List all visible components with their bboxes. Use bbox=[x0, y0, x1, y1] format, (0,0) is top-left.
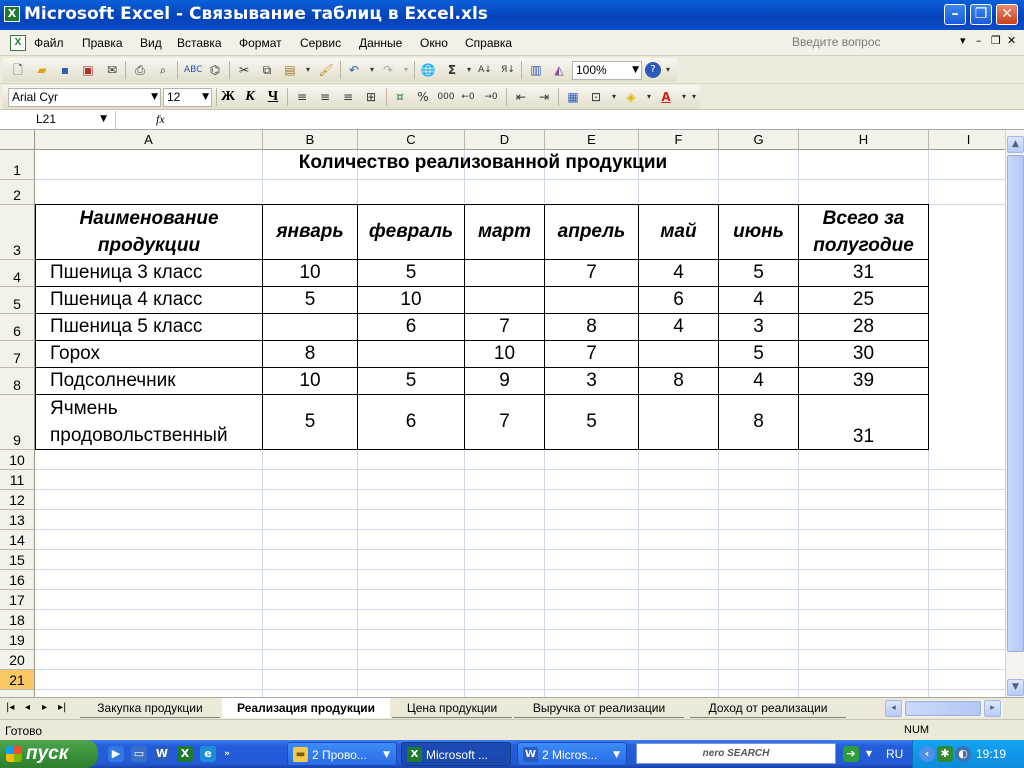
total-cell[interactable]: 28 bbox=[852, 316, 875, 337]
taskbar-excel-button[interactable] bbox=[401, 742, 511, 766]
value-cell[interactable]: 10 bbox=[299, 370, 321, 391]
value-cell[interactable]: 10 bbox=[400, 289, 422, 310]
sheet-tab-active[interactable]: Реализация продукции bbox=[222, 698, 390, 718]
header-total-line2: полугодие bbox=[813, 235, 914, 256]
value-cell[interactable]: 7 bbox=[499, 411, 510, 432]
value-cell[interactable]: 5 bbox=[753, 343, 764, 364]
taskbar-word-button[interactable] bbox=[517, 742, 627, 766]
total-cell[interactable]: 31 bbox=[852, 426, 875, 447]
row-header[interactable]: 19 bbox=[0, 630, 35, 650]
value-cell[interactable] bbox=[545, 287, 638, 313]
toolbar-separator bbox=[177, 61, 178, 79]
sheet-tab[interactable]: Доход от реализации bbox=[690, 698, 846, 718]
value-cell[interactable]: 4 bbox=[673, 262, 684, 283]
header-month: июнь bbox=[733, 221, 784, 242]
value-cell[interactable]: 5 bbox=[753, 262, 764, 283]
row-header[interactable]: 9 bbox=[0, 395, 35, 450]
chart-wizard-icon[interactable]: ▥ bbox=[530, 63, 542, 77]
toolbar-options-icon[interactable]: ▾ bbox=[665, 65, 670, 74]
redo-icon[interactable]: ↷ bbox=[382, 63, 394, 77]
value-cell[interactable]: 6 bbox=[405, 411, 417, 432]
redo-dropdown-icon[interactable]: ▾ bbox=[403, 65, 408, 74]
toolbar-separator bbox=[287, 88, 288, 106]
product-name-cell[interactable] bbox=[36, 395, 262, 449]
autosum-icon[interactable]: Σ bbox=[447, 63, 457, 77]
restore-button[interactable]: ❐ bbox=[970, 4, 992, 25]
media-player-icon[interactable]: ▶ bbox=[108, 746, 124, 762]
menu-data[interactable]: Данные bbox=[359, 36, 403, 50]
fill-color-icon[interactable]: ◈ bbox=[626, 90, 636, 104]
product-name-cell[interactable]: Пшеница 5 класс bbox=[50, 316, 203, 337]
ask-dropdown-icon[interactable]: ▾ bbox=[960, 34, 966, 47]
doc-close-icon[interactable]: ✕ bbox=[1007, 34, 1017, 47]
cut-icon[interactable]: ✂ bbox=[238, 63, 250, 77]
row-header[interactable]: 17 bbox=[0, 590, 35, 610]
spelling-icon[interactable]: ABC bbox=[184, 65, 203, 75]
fill-color-dropdown-icon[interactable]: ▾ bbox=[646, 92, 651, 101]
doc-restore-icon[interactable]: ❐ bbox=[991, 34, 1001, 47]
value-cell[interactable]: 5 bbox=[304, 289, 316, 310]
network-icon[interactable]: ✱ bbox=[937, 746, 953, 762]
gridline bbox=[35, 649, 1005, 650]
task-label: 2 Micros... bbox=[542, 748, 598, 762]
sheet-tab[interactable]: Цена продукции bbox=[392, 698, 512, 718]
toolbar-separator bbox=[229, 61, 230, 79]
value-cell[interactable] bbox=[639, 341, 718, 367]
row-header[interactable]: 8 bbox=[0, 368, 35, 395]
header-product-name bbox=[36, 205, 262, 259]
value-cell[interactable]: 6 bbox=[405, 316, 417, 337]
row-header-selected[interactable]: 21 bbox=[0, 670, 35, 690]
new-icon[interactable]: 🗋 bbox=[13, 63, 23, 77]
nero-search-box[interactable]: nero SEARCH bbox=[636, 743, 836, 764]
toolbar-separator bbox=[216, 88, 217, 106]
toolbar-separator bbox=[386, 88, 387, 106]
increase-decimal-icon[interactable]: ←0 bbox=[461, 92, 475, 102]
value-cell[interactable] bbox=[263, 314, 357, 340]
header-month: январь bbox=[276, 221, 344, 242]
value-cell[interactable]: 7 bbox=[586, 262, 597, 283]
value-cell[interactable]: 8 bbox=[673, 370, 684, 391]
column-header-a[interactable]: A bbox=[35, 130, 263, 150]
row-header[interactable]: 20 bbox=[0, 650, 35, 670]
vertical-scrollbar[interactable] bbox=[1005, 130, 1024, 697]
value-cell[interactable] bbox=[358, 341, 464, 367]
window-title: Microsoft Excel - Связывание таблиц в Excel.xls bbox=[24, 4, 488, 24]
print-preview-icon[interactable]: ⌕ bbox=[159, 63, 167, 77]
value-cell[interactable]: 5 bbox=[405, 262, 417, 283]
word-icon: W bbox=[524, 749, 537, 760]
row-header[interactable]: 15 bbox=[0, 550, 35, 570]
toolbar-options-icon[interactable]: ▾ bbox=[691, 92, 696, 101]
product-name-line2: продовольственный bbox=[50, 425, 228, 446]
gridline bbox=[35, 569, 1005, 570]
font-color-dropdown-icon[interactable]: ▾ bbox=[681, 92, 686, 101]
product-name-cell[interactable]: Подсолнечник bbox=[50, 370, 176, 391]
menu-view[interactable]: Вид bbox=[140, 36, 162, 50]
column-header-e[interactable]: E bbox=[545, 130, 639, 150]
value-cell[interactable]: 3 bbox=[586, 370, 597, 391]
header-total-line1: Всего за bbox=[822, 208, 905, 229]
align-right-icon[interactable]: ≡ bbox=[342, 90, 354, 104]
toolbar-separator bbox=[340, 61, 341, 79]
excel-icon[interactable]: X bbox=[4, 6, 20, 22]
value-cell[interactable]: 4 bbox=[753, 289, 764, 310]
row-header[interactable]: 3 bbox=[0, 205, 35, 260]
row-header[interactable]: 16 bbox=[0, 570, 35, 590]
task-label: Microsoft ... bbox=[426, 748, 489, 762]
horizontal-scroll-thumb[interactable] bbox=[905, 701, 981, 716]
taskbar bbox=[0, 740, 1024, 768]
formatting-toolbar bbox=[0, 84, 1024, 110]
row-header[interactable]: 2 bbox=[0, 180, 35, 205]
doc-minimize-icon[interactable]: – bbox=[976, 34, 982, 47]
menu-bar bbox=[0, 30, 1024, 56]
row-header[interactable]: 7 bbox=[0, 341, 35, 368]
gridline bbox=[35, 669, 1005, 670]
header-product-line2: продукции bbox=[97, 235, 201, 256]
header-month: май bbox=[660, 221, 697, 242]
column-header-d[interactable]: D bbox=[465, 130, 545, 150]
value-cell[interactable]: 8 bbox=[304, 343, 316, 364]
row-header[interactable]: 12 bbox=[0, 490, 35, 510]
value-cell[interactable] bbox=[465, 287, 544, 313]
font-name-select[interactable] bbox=[8, 88, 161, 107]
increase-indent-icon[interactable]: ⇥ bbox=[538, 90, 550, 104]
sheet-tab-bar bbox=[0, 697, 1024, 719]
row-header[interactable]: 6 bbox=[0, 314, 35, 341]
percent-button[interactable]: % bbox=[417, 90, 429, 104]
value-cell[interactable]: 5 bbox=[304, 411, 316, 432]
select-all-corner[interactable] bbox=[0, 130, 35, 150]
align-center-icon[interactable]: ≡ bbox=[319, 90, 331, 104]
zoom-value: 100% bbox=[576, 63, 607, 77]
gridline bbox=[35, 689, 1005, 690]
insert-function-icon[interactable]: fx bbox=[156, 112, 165, 126]
row-header[interactable]: 18 bbox=[0, 610, 35, 630]
clock: 19:19 bbox=[976, 747, 1007, 761]
start-label: пуск bbox=[26, 743, 69, 764]
chevron-down-icon[interactable]: ▼ bbox=[202, 92, 209, 102]
chevron-down-icon: ▼ bbox=[613, 750, 620, 760]
value-cell[interactable]: 4 bbox=[753, 370, 764, 391]
help-icon[interactable]: ? bbox=[645, 62, 661, 78]
gridline bbox=[35, 549, 1005, 550]
font-color-icon[interactable]: A bbox=[661, 90, 671, 104]
product-name-cell[interactable]: Горох bbox=[50, 343, 101, 364]
status-bar bbox=[0, 719, 1024, 740]
excel-icon: X bbox=[407, 747, 422, 762]
gridline bbox=[35, 179, 1005, 180]
merge-center-icon[interactable]: ⊞ bbox=[365, 90, 377, 104]
value-cell[interactable]: 8 bbox=[586, 316, 597, 337]
scroll-left-icon[interactable]: ◂ bbox=[885, 700, 902, 717]
menu-insert[interactable]: Вставка bbox=[177, 36, 222, 50]
autosum-dropdown-icon[interactable]: ▾ bbox=[466, 65, 471, 74]
email-icon[interactable]: ✉ bbox=[106, 63, 118, 77]
research-icon[interactable]: ⌬ bbox=[209, 63, 221, 77]
header-total bbox=[799, 205, 928, 259]
value-cell[interactable] bbox=[639, 395, 718, 449]
value-cell[interactable]: 10 bbox=[493, 343, 516, 364]
decrease-decimal-icon[interactable]: →0 bbox=[484, 92, 498, 102]
value-cell[interactable]: 10 bbox=[299, 262, 321, 283]
prev-sheet-icon[interactable]: ◂ bbox=[25, 702, 31, 713]
vertical-scroll-thumb[interactable] bbox=[1007, 155, 1024, 652]
thousands-button[interactable]: 000 bbox=[437, 92, 455, 102]
zoom-select[interactable] bbox=[572, 61, 642, 80]
permission-icon[interactable]: ▣ bbox=[82, 63, 94, 77]
next-sheet-icon[interactable]: ▸ bbox=[42, 702, 48, 713]
header-month: апрель bbox=[557, 221, 626, 242]
toolbar-separator bbox=[414, 61, 415, 79]
status-text: Готово bbox=[5, 724, 43, 738]
task-label: 2 Прово... bbox=[312, 748, 367, 762]
close-button[interactable]: ✕ bbox=[996, 4, 1018, 25]
scroll-up-icon[interactable]: ▲ bbox=[1007, 136, 1024, 153]
system-tray bbox=[912, 740, 1024, 768]
menu-file[interactable]: Файл bbox=[34, 36, 64, 50]
product-name-cell[interactable]: Пшеница 3 класс bbox=[50, 262, 203, 283]
value-cell[interactable] bbox=[465, 260, 544, 286]
value-cell[interactable]: 6 bbox=[673, 289, 684, 310]
copy-icon[interactable]: ⧉ bbox=[262, 63, 272, 77]
horizontal-scrollbar[interactable] bbox=[885, 700, 1003, 717]
sheet-tab[interactable]: Выручка от реализации bbox=[514, 698, 684, 718]
chevron-down-icon[interactable]: ▼ bbox=[865, 749, 873, 758]
undo-dropdown-icon[interactable]: ▾ bbox=[369, 65, 374, 74]
chevron-down-icon: ▼ bbox=[383, 750, 390, 760]
workbook-icon[interactable]: X bbox=[10, 35, 26, 51]
underline-button[interactable]: Ч bbox=[267, 89, 279, 104]
format-painter-icon[interactable]: 🖌 bbox=[318, 63, 334, 77]
ask-question-input[interactable]: Введите вопрос bbox=[792, 35, 881, 49]
total-cell[interactable]: 31 bbox=[852, 262, 875, 283]
bold-button[interactable]: Ж bbox=[221, 89, 235, 104]
scroll-down-icon[interactable]: ▼ bbox=[1007, 679, 1024, 696]
header-product-line1: Наименование bbox=[79, 208, 219, 229]
toolbar-separator bbox=[558, 88, 559, 106]
last-sheet-icon[interactable]: ▸| bbox=[58, 702, 67, 713]
quick-launch-more-icon[interactable]: » bbox=[224, 749, 230, 759]
header-month: февраль bbox=[368, 221, 454, 242]
align-left-icon[interactable]: ≡ bbox=[296, 90, 308, 104]
menu-tools[interactable]: Сервис bbox=[300, 36, 342, 50]
menu-edit[interactable]: Правка bbox=[82, 36, 123, 50]
excel-icon[interactable]: X bbox=[177, 746, 193, 762]
toolbar-separator bbox=[506, 88, 507, 106]
row-header[interactable]: 11 bbox=[0, 470, 35, 490]
gridline bbox=[928, 150, 929, 697]
folder-icon: ▬ bbox=[293, 747, 308, 762]
drawing-icon[interactable]: ◭ bbox=[554, 63, 564, 77]
first-sheet-icon[interactable]: |◂ bbox=[6, 702, 15, 713]
undo-icon[interactable]: ↶ bbox=[348, 63, 360, 77]
language-indicator[interactable]: RU bbox=[886, 747, 904, 761]
row-header[interactable]: 10 bbox=[0, 450, 35, 470]
chevron-down-icon[interactable]: ▼ bbox=[100, 114, 107, 124]
header-month: март bbox=[477, 221, 532, 242]
show-desktop-icon[interactable]: ▭ bbox=[131, 746, 147, 762]
taskbar-explorer-button[interactable] bbox=[287, 742, 397, 766]
internet-explorer-icon[interactable]: e bbox=[200, 746, 216, 762]
save-icon[interactable]: ▪ bbox=[60, 63, 70, 77]
value-cell[interactable]: 8 bbox=[753, 411, 764, 432]
title-bar bbox=[0, 0, 1024, 30]
column-header-h[interactable]: H bbox=[799, 130, 929, 150]
value-cell[interactable]: 7 bbox=[499, 316, 510, 337]
row-header[interactable]: 4 bbox=[0, 260, 35, 287]
start-button[interactable] bbox=[0, 740, 98, 768]
menu-format[interactable]: Формат bbox=[239, 36, 282, 50]
value-cell[interactable]: 5 bbox=[405, 370, 417, 391]
row-header[interactable]: 13 bbox=[0, 510, 35, 530]
hyperlink-icon[interactable]: 🌐 bbox=[420, 63, 436, 77]
value-cell[interactable]: 9 bbox=[499, 370, 510, 391]
open-icon[interactable]: ▰ bbox=[37, 63, 47, 77]
total-cell[interactable]: 25 bbox=[852, 289, 875, 310]
value-cell[interactable]: 3 bbox=[753, 316, 764, 337]
num-lock-indicator: NUM bbox=[904, 724, 930, 736]
word-icon[interactable]: W bbox=[155, 747, 169, 760]
total-cell[interactable]: 39 bbox=[852, 370, 875, 391]
tray-expand-icon[interactable]: ‹ bbox=[919, 746, 935, 762]
column-header-c[interactable]: C bbox=[358, 130, 465, 150]
paste-dropdown-icon[interactable]: ▾ bbox=[305, 65, 310, 74]
value-cell[interactable]: 4 bbox=[673, 316, 684, 337]
formula-bar bbox=[0, 110, 1024, 130]
print-icon[interactable]: ⎙ bbox=[135, 63, 145, 77]
value-cell[interactable]: 5 bbox=[586, 411, 597, 432]
borders-style-icon[interactable]: ⊡ bbox=[590, 90, 602, 104]
column-header-i[interactable]: I bbox=[929, 130, 1009, 150]
product-name-cell[interactable]: Пшеница 4 класс bbox=[50, 289, 203, 310]
windows-logo-icon bbox=[6, 746, 22, 762]
row-header[interactable]: 1 bbox=[0, 150, 35, 180]
gridline bbox=[35, 589, 1005, 590]
menu-help[interactable]: Справка bbox=[465, 36, 513, 50]
decrease-indent-icon[interactable]: ⇤ bbox=[515, 90, 527, 104]
sort-ascending-icon[interactable]: А↓ bbox=[478, 65, 492, 75]
product-name-line1: Ячмень bbox=[50, 398, 118, 419]
antivirus-icon[interactable]: ◐ bbox=[955, 746, 971, 762]
chevron-down-icon[interactable]: ▼ bbox=[151, 92, 158, 102]
sort-descending-icon[interactable]: Я↓ bbox=[501, 65, 515, 75]
row-header[interactable]: 14 bbox=[0, 530, 35, 550]
borders-icon[interactable]: ▦ bbox=[567, 90, 579, 104]
italic-button[interactable]: К bbox=[245, 89, 255, 104]
sheet-tab[interactable]: Закупка продукции bbox=[80, 698, 220, 718]
chevron-down-icon[interactable]: ▼ bbox=[632, 65, 639, 75]
menu-window[interactable]: Окно bbox=[420, 36, 448, 50]
sheet-title: Количество реализованной продукции bbox=[298, 152, 668, 173]
column-header-b[interactable]: B bbox=[263, 130, 358, 150]
toolbar-separator bbox=[125, 61, 126, 79]
standard-toolbar bbox=[0, 57, 1024, 84]
name-box-value: L21 bbox=[36, 112, 57, 126]
font-size-select[interactable] bbox=[163, 88, 212, 107]
gridline bbox=[35, 629, 1005, 630]
gridline bbox=[35, 509, 1005, 510]
gridline bbox=[35, 489, 1005, 490]
name-box[interactable] bbox=[0, 111, 116, 129]
currency-icon[interactable]: ¤ bbox=[396, 90, 404, 104]
borders-dropdown-icon[interactable]: ▾ bbox=[611, 92, 616, 101]
paste-icon[interactable]: ▤ bbox=[284, 63, 296, 77]
column-header-g[interactable]: G bbox=[719, 130, 799, 150]
gridline bbox=[35, 469, 1005, 470]
value-cell[interactable]: 7 bbox=[586, 343, 597, 364]
minimize-button[interactable]: – bbox=[944, 4, 966, 25]
gridline bbox=[35, 609, 1005, 610]
gridline bbox=[35, 529, 1005, 530]
column-header-f[interactable]: F bbox=[639, 130, 719, 150]
row-header[interactable]: 5 bbox=[0, 287, 35, 314]
go-arrow-icon[interactable]: ➔ bbox=[843, 746, 859, 762]
font-size-value: 12 bbox=[167, 90, 181, 104]
worksheet-grid[interactable] bbox=[0, 130, 1005, 697]
toolbar-separator bbox=[521, 61, 522, 79]
font-name-value: Arial Cyr bbox=[12, 90, 59, 104]
total-cell[interactable]: 30 bbox=[852, 343, 875, 364]
scroll-right-icon[interactable]: ▸ bbox=[984, 700, 1001, 717]
